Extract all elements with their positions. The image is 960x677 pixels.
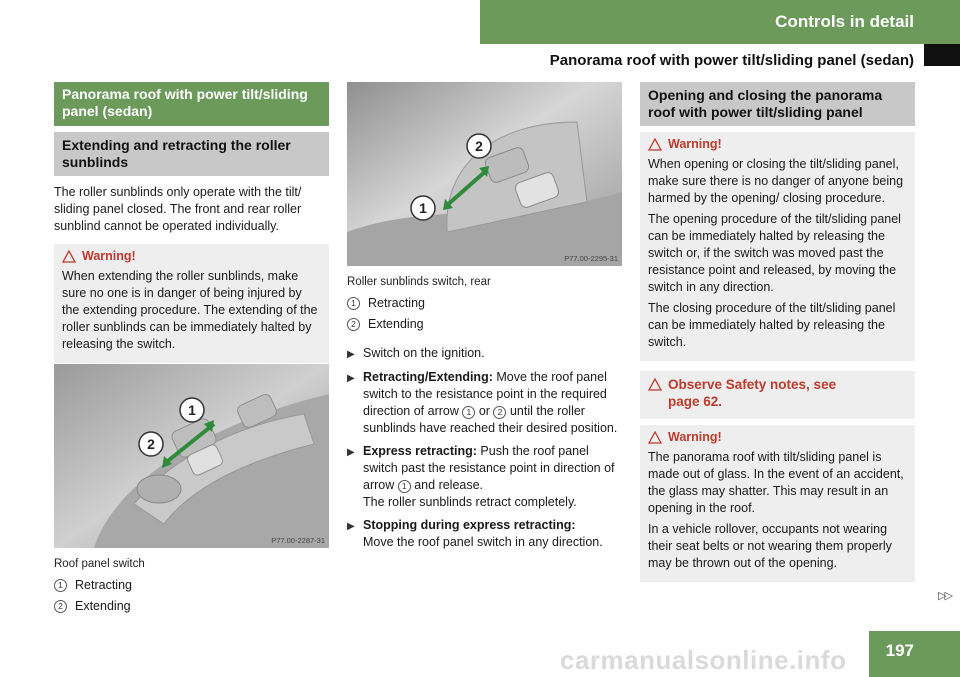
left-caption-block [54, 556, 329, 615]
number-2-icon: 2 [54, 600, 67, 613]
legend-label: Extending [368, 317, 424, 331]
svg-text:1: 1 [188, 402, 196, 418]
warning-icon [648, 378, 662, 391]
legend-item [347, 316, 625, 333]
safety-note-text: Observe Safety notes, see page 62. [668, 377, 837, 409]
step-label: Express retracting: [363, 444, 477, 458]
warning-label: Warning! [82, 249, 136, 263]
warning-icon [648, 431, 662, 444]
legend-item [54, 598, 329, 615]
svg-text:2: 2 [475, 138, 483, 154]
sub-heading: Extending and retracting the roller sunblinds [54, 132, 329, 176]
warning-text: When opening or closing the tilt/sliding panel, make sure there is no danger of anyone being harmed by the opening/ closing procedure. [648, 157, 904, 205]
right-column [640, 82, 915, 582]
page-number: 197 [885, 641, 914, 660]
watermark: carmanualsonline.info [560, 645, 847, 675]
step-body: until the roller sunblinds have reached their desired position. [363, 404, 618, 435]
warning-title [648, 136, 907, 153]
middle-column [347, 274, 625, 551]
warning-icon [62, 250, 76, 263]
legend-item [347, 295, 625, 312]
number-1-icon: 1 [398, 480, 411, 493]
number-1-icon: 1 [462, 406, 475, 419]
legend-label: Extending [75, 599, 131, 613]
step-body: Move the roof panel switch in any direction. [363, 535, 603, 549]
warning-text: The panorama roof with tilt/sliding panel is made out of glass. In the event of an accident, the glass may shatter. This may result in an opening in the roof. [648, 450, 904, 515]
warning-box [54, 244, 329, 363]
step-body: and release. [414, 478, 484, 492]
warning-box [640, 132, 915, 361]
legend-label: Retracting [368, 296, 425, 310]
legend-label: Retracting [75, 578, 132, 592]
page-header-title: Panorama roof with power tilt/sliding panel (sedan) [549, 52, 914, 69]
section-heading: Panorama roof with power tilt/sliding panel (sedan) [54, 82, 329, 126]
warning-label: Warning! [668, 137, 722, 151]
chapter-title: Controls in detail [775, 12, 914, 31]
left-column [54, 82, 329, 363]
step-label: Retracting/Extending: [363, 370, 493, 384]
bullet-arrow-icon: ▶ [347, 349, 355, 360]
continue-arrow-icon: ▷▷ [938, 590, 951, 602]
step-text [363, 517, 603, 551]
legend-item [54, 577, 329, 594]
image-code: P77.00-2287-31 [271, 536, 325, 545]
warning-label: Warning! [668, 430, 722, 444]
svg-text:2: 2 [147, 436, 155, 452]
step-text [363, 443, 625, 511]
safety-note-box [640, 371, 915, 419]
number-2-icon: 2 [347, 318, 360, 331]
warning-text: When extending the roller sunblinds, make sure no one is in danger of being injured by the extending procedure. The extending of the roller sunblinds can be immediately halted by releasing the switch. [62, 269, 318, 351]
image-code: P77.00-2295-31 [564, 254, 618, 263]
safety-note [648, 376, 907, 410]
bullet-arrow-icon: ▶ [347, 373, 355, 384]
svg-text:1: 1 [419, 200, 427, 216]
photo-caption: Roller sunblinds switch, rear [347, 276, 491, 288]
warning-text: The closing procedure of the tilt/sliding panel can be immediately halted by releasing the switch. [648, 301, 896, 349]
section-heading: Opening and closing the panorama roof with power tilt/sliding panel [640, 82, 915, 126]
bullet-arrow-icon: ▶ [347, 447, 355, 458]
chapter-tab [480, 0, 960, 44]
photo-caption: Roof panel switch [54, 558, 145, 570]
step-item [347, 345, 625, 363]
step-body: The roller sunblinds retract completely. [363, 495, 577, 509]
page-number-tab [869, 631, 960, 677]
warning-title [62, 248, 321, 265]
warning-box [640, 425, 915, 582]
warning-title [648, 429, 907, 446]
step-text [363, 369, 625, 437]
step-label: Stopping during express retracting: [363, 518, 576, 532]
number-2-icon: 2 [493, 406, 506, 419]
warning-icon [648, 138, 662, 151]
number-1-icon: 1 [347, 297, 360, 310]
step-body: Move the roof panel switch to the resistance point in the required direction of arrow [363, 370, 607, 418]
number-1-icon: 1 [54, 579, 67, 592]
corner-marker [924, 44, 960, 66]
step-item [347, 369, 625, 437]
intro-text: The roller sunblinds only operate with the tilt/ sliding panel closed. The front and rear roller sunblind cannot be operated individually. [54, 185, 302, 233]
warning-text: The opening procedure of the tilt/sliding panel can be immediately halted by releasing the switch or, if the switch was moved past the resistance point and released, by moving the switch in any direction. [648, 212, 901, 294]
bullet-arrow-icon: ▶ [347, 521, 355, 532]
warning-text: In a vehicle rollover, occupants not wearing their seat belts or not wearing them properly may be thrown out of the opening. [648, 522, 892, 570]
roller-sunblind-switch-photo [347, 82, 622, 266]
step-item [347, 443, 625, 511]
step-text: Switch on the ignition. [363, 346, 485, 360]
roof-panel-switch-photo [54, 364, 329, 548]
step-item [347, 517, 625, 551]
step-body: Push the roof panel switch past the resistance point in direction of arrow [363, 444, 615, 492]
step-body: or [478, 404, 490, 418]
